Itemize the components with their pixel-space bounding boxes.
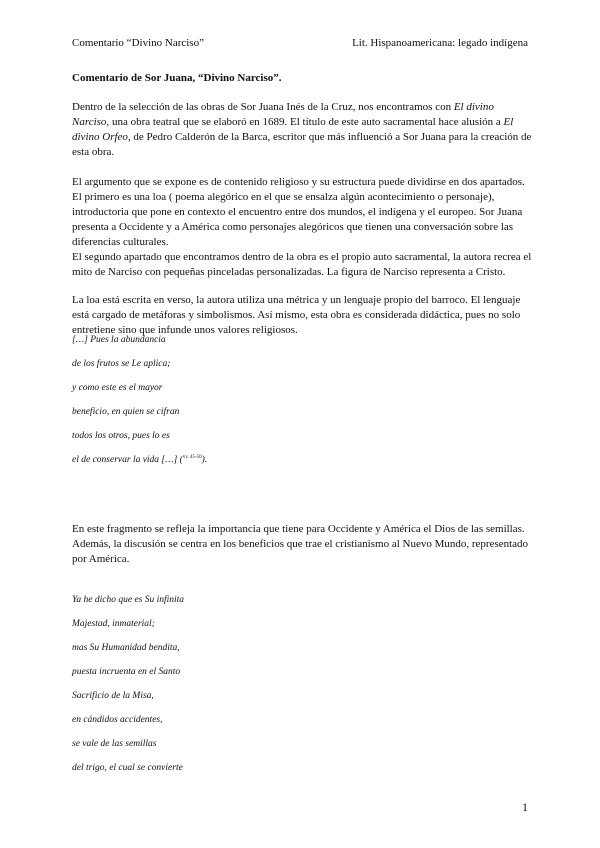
p1-text-e: de Pedro Calderón de la Barca, escritor que más influenció a Sor Juana para la creación de esta obra.: [72, 131, 532, 158]
verse1-line: todos los otros, pues lo es: [72, 431, 170, 441]
p1-work-title: El divino Narciso,: [72, 101, 494, 128]
paragraph-verse-analysis: La loa está escrita en verso, la autora utiliza una métrica y un lenguaje propio del barroco. El lenguaje está cargado de metáforas y simbolismos. Así mismo, esta obra es considerada didáctica, pues no solo entretiene sino que infunde unos valores religiosos.: [72, 294, 521, 336]
header-left-title: Comentario “Divino Narciso”: [72, 37, 204, 49]
verse1-reference: vv. 45-50: [182, 455, 202, 460]
verse2-line: se vale de las semillas: [72, 739, 157, 749]
verse2-line: Majestad, inmaterial;: [72, 619, 155, 629]
paragraph-second-part: El segundo apartado que encontramos dentro de la obra es el propio auto sacramental, la autora recrea el mito de Narciso con pequeñas pinceladas personalizadas. La figura de Narciso representa a Cristo.: [72, 251, 532, 278]
verse1-line: y como este es el mayor: [72, 383, 163, 393]
verse1-line-last: [72, 455, 207, 465]
verse2-line: del trigo, el cual se convierte: [72, 763, 183, 773]
verse1-line: […] Pues la abundancia: [72, 335, 166, 345]
verse2-line: puesta incruenta en el Santo: [72, 667, 181, 677]
header-right-subject: Lit. Hispanoamericana: legado indígena: [352, 37, 528, 49]
verse1-last-text: el de conservar la vida […] (: [72, 455, 183, 466]
paragraph-fragment-analysis: En este fragmento se refleja la importancia que tiene para Occidente y América el Dios de las semillas. Además, la discusión se centra en los beneficios que trae el cristianismo al Nuevo Mundo, representado por América.: [72, 523, 529, 565]
verse1-closing: ).: [201, 455, 208, 466]
p1-text-a: Dentro de la selección de las obras de Sor Juana Inés de la Cruz, nos encontramos con: [72, 101, 454, 113]
p1-text-c: una obra teatral que se elaboró en 1689. El título de este auto sacramental hace alusión a: [109, 116, 504, 128]
verse2-line: Ya he dicho que es Su infinita: [72, 595, 185, 605]
document-title: Comentario de Sor Juana, “Divino Narciso”.: [72, 72, 282, 84]
verse2-line: mas Su Humanidad bendita,: [72, 643, 180, 653]
paragraph-intro: [72, 100, 532, 160]
page-number: 1: [522, 800, 528, 814]
verse1-line: de los frutos se Le aplica;: [72, 359, 171, 369]
verse2-line: en cándidos accidentes,: [72, 715, 163, 725]
p1-reference-title: El divino Orfeo,: [72, 116, 514, 143]
paragraph-argument: El argumento que se expone es de contenido religioso y su estructura puede dividirse en dos apartados. El primero es una loa ( poema alegórico en el que se ensalza algún acontecimiento o personaje), introductoria que pone en contexto el encuentro entre dos mundos, el indígena y el europeo. Sor Juana presenta a Occidente y a América como personajes alegóricos que tienen una conversación sobre las diferencias culturales.: [72, 176, 525, 248]
verse1-line: beneficio, en quien se cifran: [72, 407, 180, 417]
verse2-line: Sacrificio de la Misa,: [72, 691, 154, 701]
